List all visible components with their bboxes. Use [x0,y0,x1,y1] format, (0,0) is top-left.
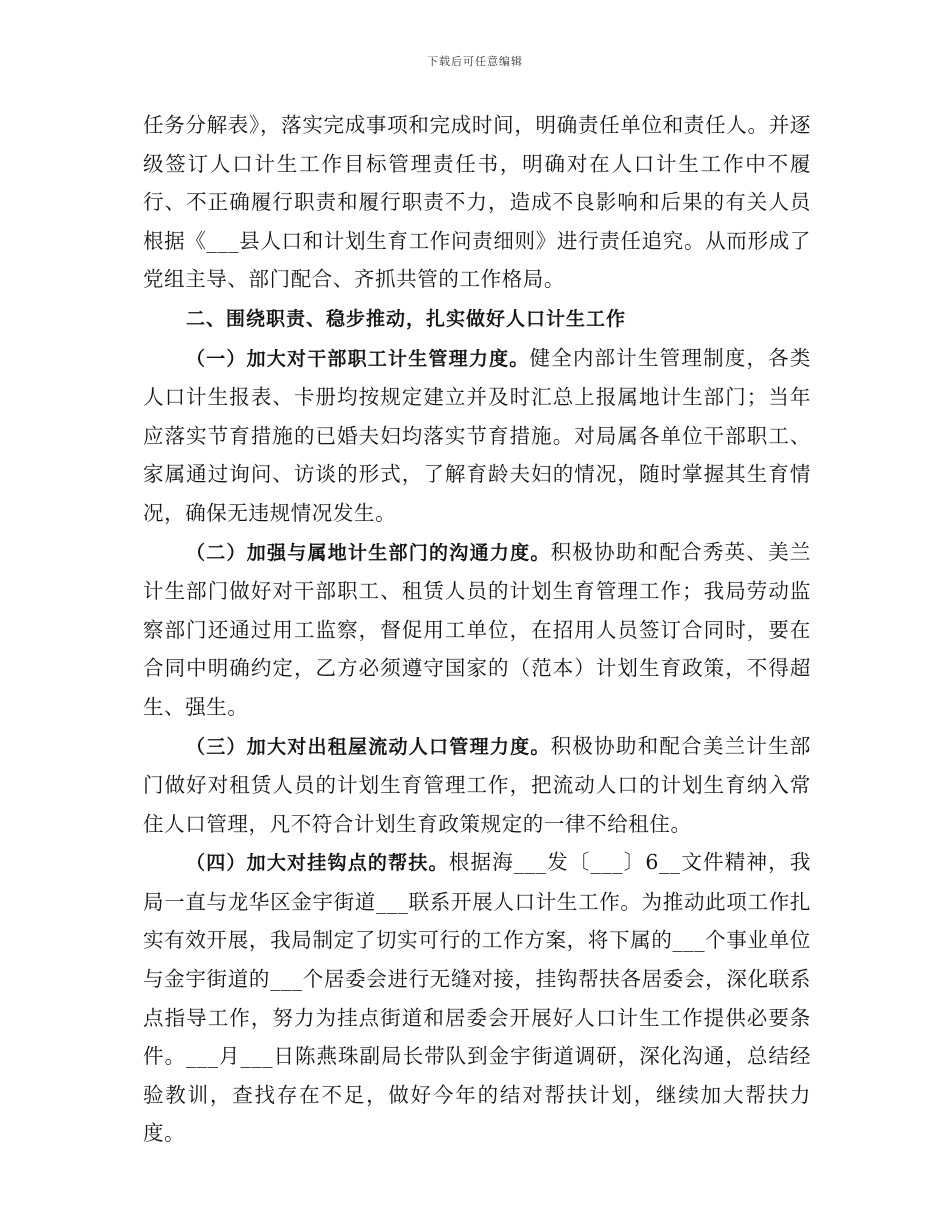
section-heading-text: 二、围绕职责、稳步推动，扎实做好人口计生工作 [186,307,627,330]
section-heading [143,299,811,339]
paragraph-lead: （二）加强与属地计生部门的沟通力度。 [186,541,551,564]
paragraph-text: 积极协助和配合美兰计生部门做好对租赁人员的计划生育管理工作，把流动人口的计划生育纳入常住人口管理，凡不符合计划生育政策规定的一律不给租住。 [143,733,811,836]
paragraph-2 [143,533,811,727]
paragraph-lead: （三）加大对出租屋流动人口管理力度。 [186,735,551,758]
paragraph-lead: （一）加大对干部职工计生管理力度。 [186,347,530,370]
paragraph-lead: （四）加大对挂钩点的帮扶。 [186,852,449,875]
paragraph-text: 积极协助和配合秀英、美兰计生部门做好对干部职工、租赁人员的计划生育管理工作；我局劳动监察部门还通过用工监察，督促用工单位，在招用人员签订合同时，要在合同中明确约定，乙方必须遵守国家的（范本）计划生育政策，不得超生、强生。 [143,539,811,719]
paragraph-1 [143,339,811,533]
page-header: 下载后可任意编辑 [427,55,523,68]
paragraph-text: 健全内部计生管理制度，各类人口计生报表、卡册均按规定建立并及时汇总上报属地计生部门；当年应落实节育措施的已婚夫妇均落实节育措施。对局属各单位干部职工、家属通过询问、访谈的形式，了解育龄夫妇的情况，随时掌握其生育情况，确保无违规情况发生。 [143,345,811,525]
paragraph-continuation [143,106,811,299]
paragraph-3 [143,727,811,844]
paragraph-text: 任务分解表》，落实完成事项和完成时间，明确责任单位和责任人。并逐级签订人口计生工作目标管理责任书，明确对在人口计生工作中不履行、不正确履行职责和履行职责不力，造成不良影响和后果的有关人员根据《___县人口和计划生育工作问责细则》进行责任追究。从而形成了党组主导、部门配合、齐抓共管的工作格局。 [143,113,811,292]
paragraph-text: 根据海___发〔___〕6__文件精神，我局一直与龙华区金宇街道___联系开展人口计生工作。为推动此项工作扎实有效开展，我局制定了切实可行的工作方案，将下属的___个事业单位与金宇街道的___个居委会进行无缝对接，挂钩帮扶各居委会，深化联系点指导工作，努力为挂点街道和居委会开展好人口计生工作提供必要条件。___月___日陈燕珠副局长带队到金宇街道调研，深化沟通，总结经验教训，查找存在不足，做好今年的结对帮扶计划，继续加大帮扶力度。 [143,850,811,1146]
paragraph-4 [143,843,811,1153]
document-body [143,106,811,1153]
